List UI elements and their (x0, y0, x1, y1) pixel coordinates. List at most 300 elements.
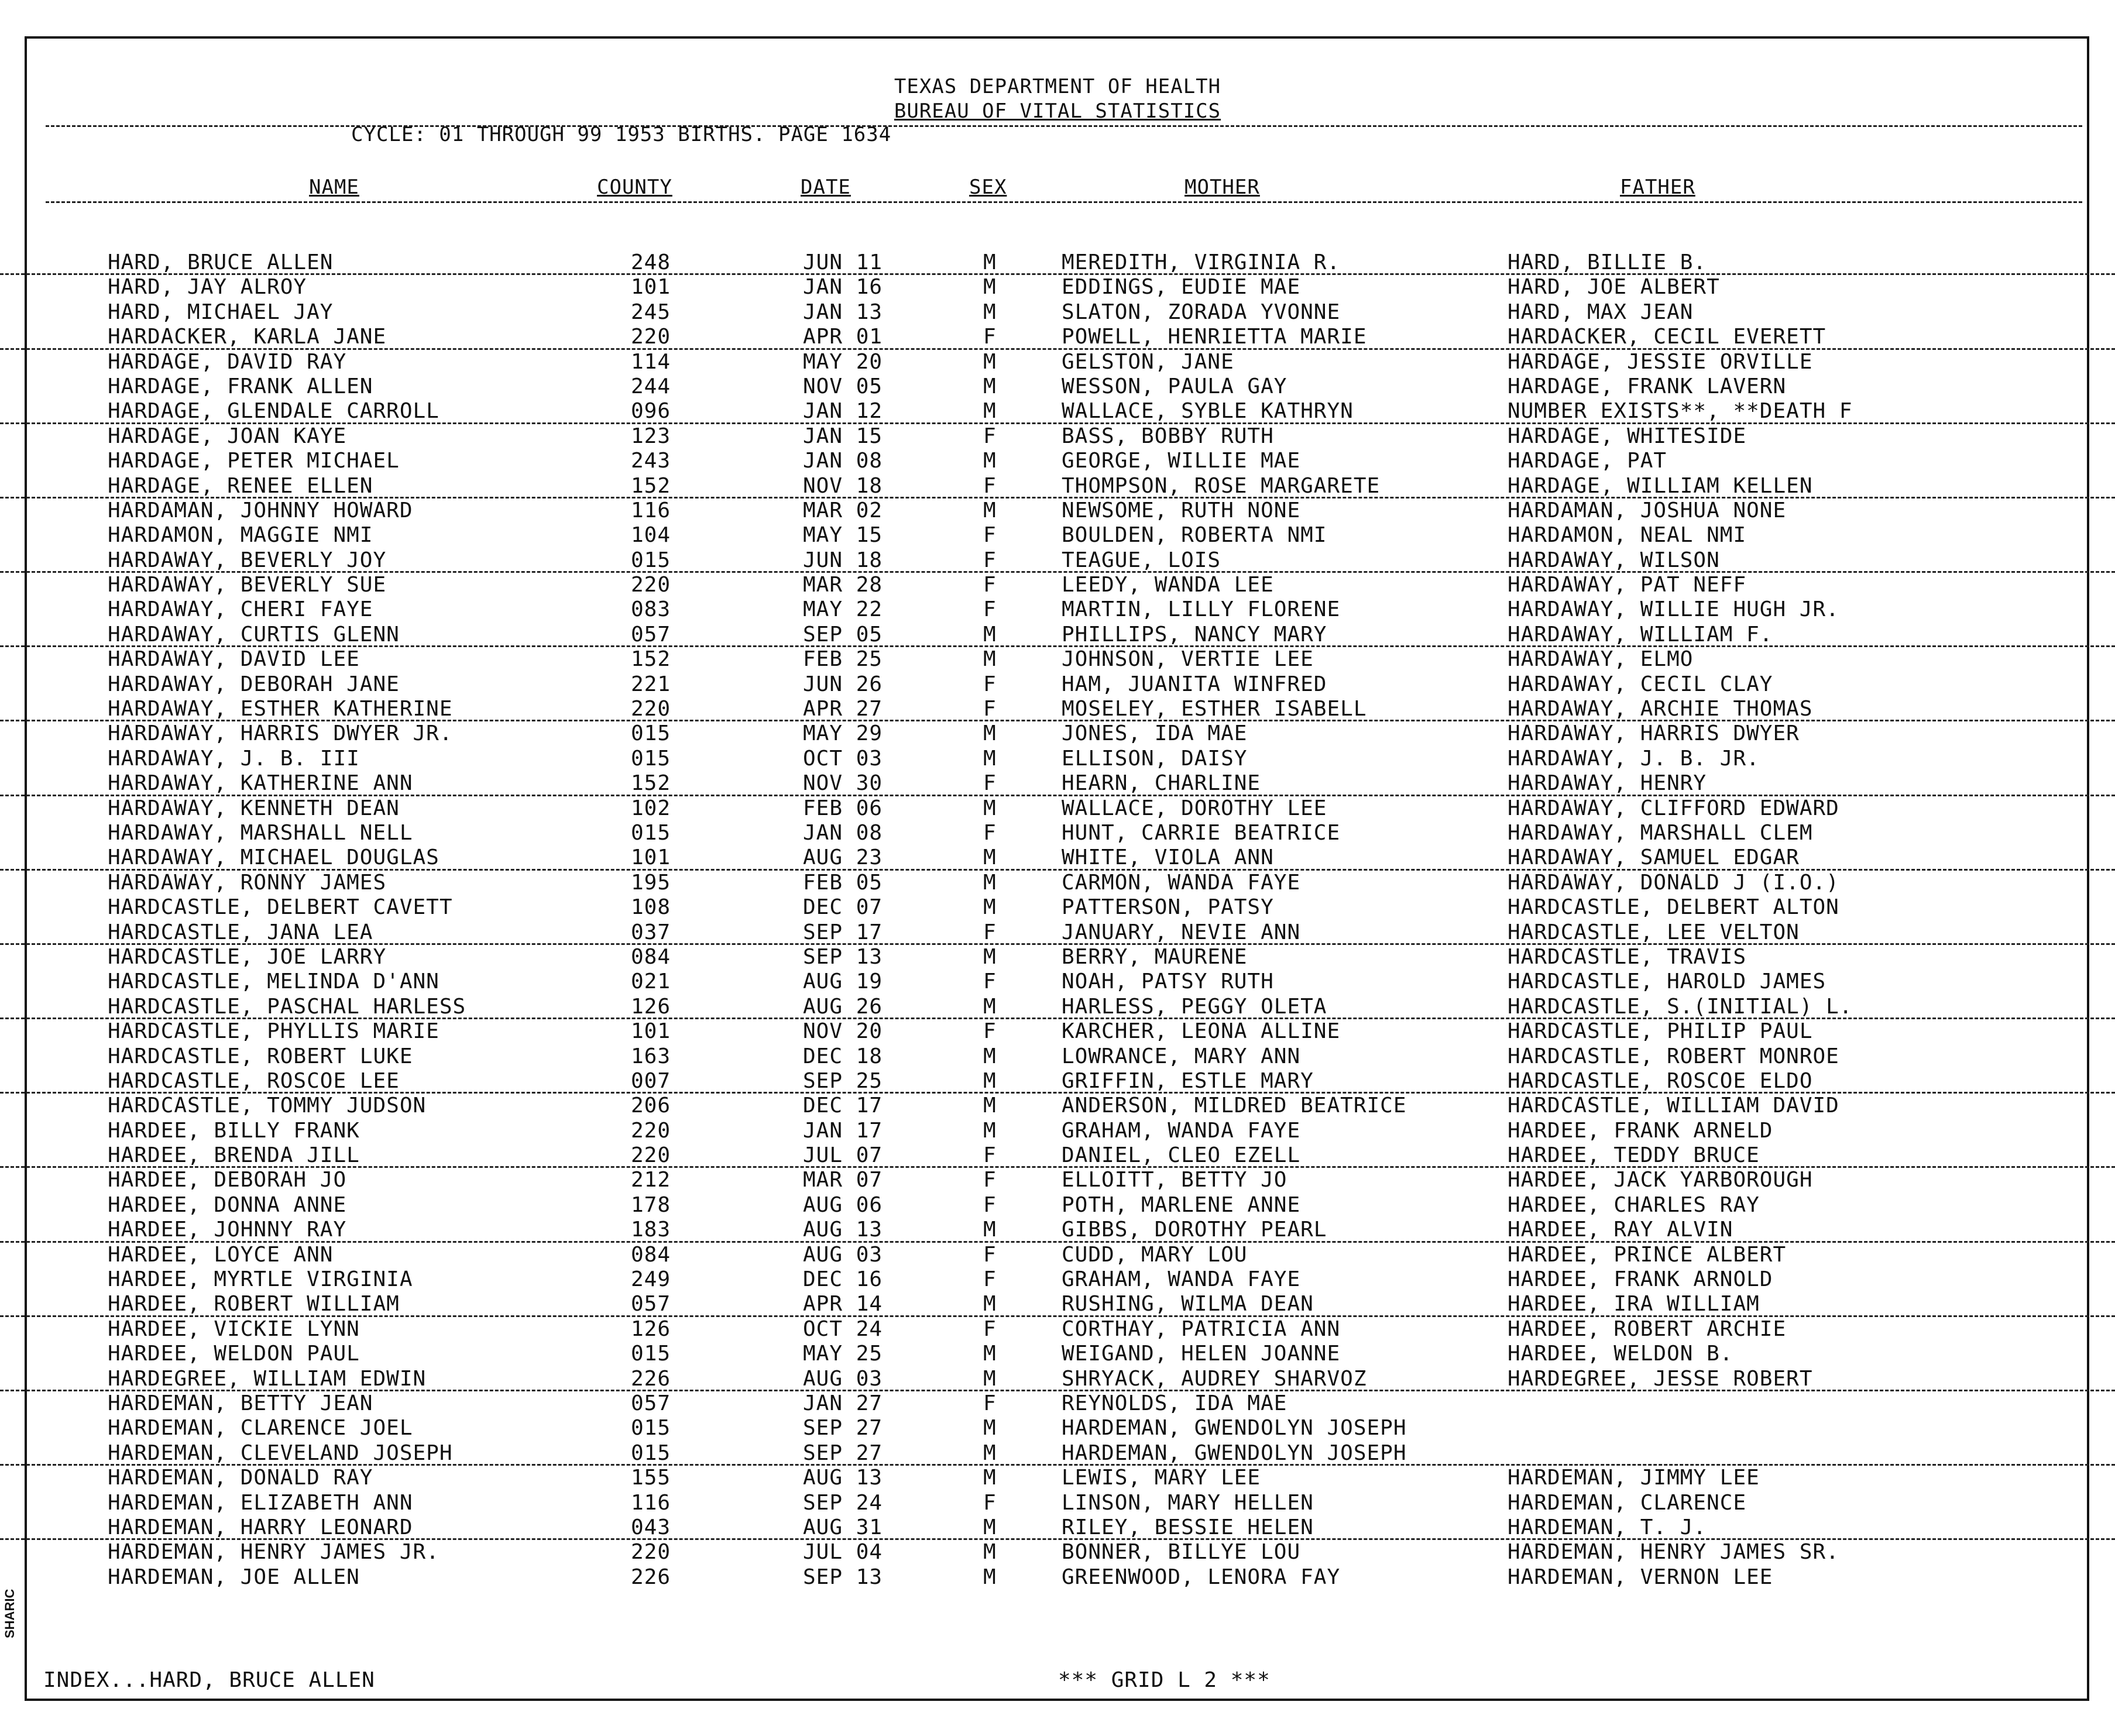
records-list (0, 250, 2115, 1590)
record-name: HARDAMON, MAGGIE NMI (108, 523, 373, 548)
record-sex: M (983, 1416, 997, 1441)
record-father: HARDAGE, FRANK LAVERN (1508, 374, 1787, 398)
record-mother: SHRYACK, AUDREY SHARVOZ (1062, 1366, 1367, 1391)
record-father: HARDACKER, CECIL EVERETT (1508, 325, 1826, 349)
record-sex: M (983, 622, 997, 647)
record-county: 220 (631, 697, 671, 721)
record-county: 249 (631, 1267, 671, 1292)
record-name: HARDEE, VICKIE LYNN (108, 1316, 360, 1341)
record-county: 084 (631, 1242, 671, 1267)
record-sex: M (983, 250, 997, 274)
record-name: HARDAWAY, CURTIS GLENN (108, 622, 400, 647)
record-date: MAY 15 (803, 523, 883, 548)
record-date: NOV 20 (803, 1019, 883, 1044)
record-name: HARDAWAY, BEVERLY SUE (108, 573, 387, 597)
record-mother: GIBBS, DOROTHY PEARL (1062, 1218, 1327, 1242)
record-name: HARDEE, LOYCE ANN (108, 1242, 334, 1267)
record-father: HARDAMAN, JOSHUA NONE (1508, 498, 1787, 522)
record-mother: DANIEL, CLEO EZELL (1062, 1143, 1301, 1168)
record-name: HARDEE, ROBERT WILLIAM (108, 1292, 400, 1316)
record-sex: M (983, 1540, 997, 1565)
record-father: HARDCASTLE, PHILIP PAUL (1508, 1019, 1813, 1044)
record-sex: M (983, 746, 997, 771)
record-row (0, 721, 2115, 746)
record-date: JUL 07 (803, 1143, 883, 1168)
record-county: 096 (631, 399, 671, 424)
record-mother: ELLISON, DAISY (1062, 746, 1248, 771)
record-name: HARDEMAN, DONALD RAY (108, 1466, 373, 1490)
record-father: HARDEE, ROBERT ARCHIE (1508, 1316, 1787, 1341)
column-header-county: COUNTY (597, 176, 672, 199)
record-sex: M (983, 1094, 997, 1118)
record-father: HARDAMON, NEAL NMI (1508, 523, 1747, 548)
side-label: SHARIC (2, 1589, 17, 1638)
record-mother: WESSON, PAULA GAY (1062, 374, 1287, 398)
record-county: 126 (631, 994, 671, 1019)
record-row (0, 871, 2115, 895)
record-father: HARDEMAN, CLARENCE (1508, 1490, 1747, 1515)
record-row (0, 771, 2115, 796)
record-mother: LINSON, MARY HELLEN (1062, 1490, 1314, 1515)
record-sex: F (983, 1490, 997, 1515)
record-name: HARDAWAY, MARSHALL NELL (108, 820, 413, 845)
record-date: JAN 08 (803, 449, 883, 473)
record-father: HARDAWAY, WILLIAM F. (1508, 622, 1773, 647)
record-sex: F (983, 523, 997, 548)
record-name: HARDEE, WELDON PAUL (108, 1342, 360, 1366)
record-row (0, 747, 2115, 771)
record-county: 104 (631, 523, 671, 548)
record-mother: GRAHAM, WANDA FAYE (1062, 1267, 1301, 1292)
record-mother: EDDINGS, EUDIE MAE (1062, 275, 1301, 300)
record-date: DEC 17 (803, 1094, 883, 1118)
record-county: 015 (631, 1441, 671, 1465)
record-father: HARDAWAY, HARRIS DWYER (1508, 721, 1800, 746)
record-date: SEP 05 (803, 622, 883, 647)
record-father: HARDEE, FRANK ARNELD (1508, 1118, 1773, 1143)
grid-footer: *** GRID L 2 *** (1058, 1668, 1271, 1692)
record-row (0, 1069, 2115, 1094)
record-mother: GELSTON, JANE (1062, 349, 1234, 374)
record-date: AUG 26 (803, 994, 883, 1019)
record-father: HARDEMAN, VERNON LEE (1508, 1565, 1773, 1589)
record-sex: M (983, 796, 997, 820)
record-father: HARDCASTLE, ROBERT MONROE (1508, 1044, 1839, 1068)
record-county: 043 (631, 1515, 671, 1539)
record-row (0, 1342, 2115, 1366)
record-date: SEP 13 (803, 1565, 883, 1589)
record-row (0, 573, 2115, 597)
record-mother: RILEY, BESSIE HELEN (1062, 1515, 1314, 1539)
column-header-date: DATE (801, 176, 851, 199)
bureau-title: BUREAU OF VITAL STATISTICS (894, 99, 1221, 123)
record-county: 220 (631, 1540, 671, 1565)
record-row (0, 1218, 2115, 1242)
record-name: HARDAWAY, KATHERINE ANN (108, 771, 413, 796)
record-father: HARDAWAY, J. B. JR. (1508, 746, 1760, 771)
record-sex: F (983, 1192, 997, 1217)
record-mother: BONNER, BILLYE LOU (1062, 1540, 1301, 1565)
record-county: 183 (631, 1218, 671, 1242)
record-county: 220 (631, 325, 671, 349)
record-row (0, 845, 2115, 870)
record-sex: F (983, 1143, 997, 1168)
record-county: 116 (631, 1490, 671, 1515)
record-name: HARD, BRUCE ALLEN (108, 250, 334, 274)
record-date: JAN 08 (803, 820, 883, 845)
record-county: 163 (631, 1044, 671, 1068)
record-row (0, 424, 2115, 449)
column-header-divider (46, 201, 2082, 203)
record-name: HARDAGE, GLENDALE CARROLL (108, 399, 440, 424)
record-county: 114 (631, 349, 671, 374)
record-date: DEC 07 (803, 895, 883, 920)
record-date: JAN 16 (803, 275, 883, 300)
record-county: 084 (631, 944, 671, 969)
record-date: JUN 11 (803, 250, 883, 274)
record-sex: F (983, 920, 997, 944)
record-date: SEP 27 (803, 1416, 883, 1441)
record-date: JAN 27 (803, 1391, 883, 1415)
record-name: HARDCASTLE, ROSCOE LEE (108, 1068, 400, 1093)
record-county: 220 (631, 573, 671, 597)
record-name: HARDEE, DEBORAH JO (108, 1168, 347, 1192)
record-name: HARDEE, JOHNNY RAY (108, 1218, 347, 1242)
record-name: HARDAWAY, DAVID LEE (108, 647, 360, 672)
record-date: MAY 29 (803, 721, 883, 746)
record-sex: M (983, 1118, 997, 1143)
record-sex: F (983, 771, 997, 796)
record-name: HARDEMAN, ELIZABETH ANN (108, 1490, 413, 1515)
record-row (0, 523, 2115, 548)
record-date: MAR 02 (803, 498, 883, 522)
record-date: AUG 13 (803, 1218, 883, 1242)
record-mother: HARLESS, PEGGY OLETA (1062, 994, 1327, 1019)
record-date: NOV 18 (803, 473, 883, 498)
record-sex: M (983, 721, 997, 746)
record-sex: M (983, 845, 997, 870)
record-father: HARDEE, TEDDY BRUCE (1508, 1143, 1760, 1168)
record-name: HARDEE, BRENDA JILL (108, 1143, 360, 1168)
record-date: NOV 30 (803, 771, 883, 796)
record-father: HARDEMAN, HENRY JAMES SR. (1508, 1540, 1839, 1565)
record-father: HARDEE, JACK YARBOROUGH (1508, 1168, 1813, 1192)
record-sex: M (983, 647, 997, 672)
record-sex: M (983, 399, 997, 424)
record-mother: BOULDEN, ROBERTA NMI (1062, 523, 1327, 548)
record-name: HARDEMAN, BETTY JEAN (108, 1391, 373, 1415)
record-mother: CUDD, MARY LOU (1062, 1242, 1248, 1267)
record-county: 220 (631, 1118, 671, 1143)
record-county: 152 (631, 647, 671, 672)
record-name: HARDAGE, FRANK ALLEN (108, 374, 373, 398)
record-sex: F (983, 1168, 997, 1192)
record-mother: WALLACE, DOROTHY LEE (1062, 796, 1327, 820)
record-father: HARDCASTLE, WILLIAM DAVID (1508, 1094, 1839, 1118)
record-father: HARDAWAY, HENRY (1508, 771, 1707, 796)
record-row (0, 1019, 2115, 1044)
record-mother: NOAH, PATSY RUTH (1062, 970, 1274, 994)
record-sex: F (983, 325, 997, 349)
record-father: HARDEE, FRANK ARNOLD (1508, 1267, 1773, 1292)
record-date: MAR 07 (803, 1168, 883, 1192)
record-name: HARDAWAY, HARRIS DWYER JR. (108, 721, 453, 746)
record-row (0, 920, 2115, 945)
record-sex: M (983, 944, 997, 969)
record-mother: ANDERSON, MILDRED BEATRICE (1062, 1094, 1407, 1118)
record-name: HARDEGREE, WILLIAM EDWIN (108, 1366, 427, 1391)
record-sex: M (983, 1515, 997, 1539)
record-name: HARDCASTLE, JOE LARRY (108, 944, 387, 969)
record-date: JAN 12 (803, 399, 883, 424)
record-sex: M (983, 449, 997, 473)
record-sex: M (983, 275, 997, 300)
record-name: HARDAMAN, JOHNNY HOWARD (108, 498, 413, 522)
record-father: HARDCASTLE, LEE VELTON (1508, 920, 1800, 944)
record-row (0, 449, 2115, 473)
record-father: HARD, JOE ALBERT (1508, 275, 1720, 300)
record-county: 015 (631, 548, 671, 572)
record-county: 152 (631, 771, 671, 796)
record-father: HARDAWAY, CLIFFORD EDWARD (1508, 796, 1839, 820)
record-county: 101 (631, 275, 671, 300)
record-county: 244 (631, 374, 671, 398)
record-date: FEB 05 (803, 870, 883, 895)
record-father: HARDEE, WELDON B. (1508, 1342, 1733, 1366)
record-sex: M (983, 994, 997, 1019)
record-date: JUN 18 (803, 548, 883, 572)
record-sex: F (983, 1242, 997, 1267)
record-name: HARDEE, BILLY FRANK (108, 1118, 360, 1143)
record-father: HARDAGE, WHITESIDE (1508, 424, 1747, 448)
record-name: HARDAWAY, J. B. III (108, 746, 360, 771)
record-date: MAY 25 (803, 1342, 883, 1366)
record-sex: F (983, 1316, 997, 1341)
record-date: APR 14 (803, 1292, 883, 1316)
record-date: JUL 04 (803, 1540, 883, 1565)
record-county: 083 (631, 597, 671, 622)
record-father: HARDCASTLE, DELBERT ALTON (1508, 895, 1839, 920)
record-row (0, 1565, 2115, 1590)
record-row (0, 474, 2115, 499)
record-father: HARDCASTLE, S.(INITIAL) L. (1508, 994, 1853, 1019)
record-sex: M (983, 374, 997, 398)
record-mother: HEARN, CHARLINE (1062, 771, 1261, 796)
record-county: 221 (631, 672, 671, 696)
record-sex: F (983, 573, 997, 597)
record-date: JAN 13 (803, 300, 883, 324)
record-date: SEP 13 (803, 944, 883, 969)
record-row (0, 1391, 2115, 1416)
record-name: HARDEMAN, HARRY LEONARD (108, 1515, 413, 1539)
record-mother: POWELL, HENRIETTA MARIE (1062, 325, 1367, 349)
record-name: HARDCASTLE, PASCHAL HARLESS (108, 994, 466, 1019)
record-sex: M (983, 349, 997, 374)
record-sex: F (983, 548, 997, 572)
record-row (0, 597, 2115, 622)
record-name: HARDEE, MYRTLE VIRGINIA (108, 1267, 413, 1292)
record-county: 248 (631, 250, 671, 274)
record-county: 015 (631, 1342, 671, 1366)
record-mother: HUNT, CARRIE BEATRICE (1062, 820, 1341, 845)
record-name: HARDEMAN, JOE ALLEN (108, 1565, 360, 1589)
record-father: HARDEMAN, JIMMY LEE (1508, 1466, 1760, 1490)
record-date: AUG 19 (803, 970, 883, 994)
record-name: HARDCASTLE, JANA LEA (108, 920, 373, 944)
record-date: AUG 23 (803, 845, 883, 870)
record-sex: F (983, 697, 997, 721)
record-row (0, 647, 2115, 672)
record-date: AUG 31 (803, 1515, 883, 1539)
record-date: MAY 22 (803, 597, 883, 622)
record-mother: JONES, IDA MAE (1062, 721, 1248, 746)
record-father: HARDCASTLE, HAROLD JAMES (1508, 970, 1826, 994)
record-sex: M (983, 1441, 997, 1465)
record-father: HARDAWAY, WILSON (1508, 548, 1720, 572)
record-county: 123 (631, 424, 671, 448)
record-name: HARDEMAN, HENRY JAMES JR. (108, 1540, 440, 1565)
record-county: 037 (631, 920, 671, 944)
record-mother: GEORGE, WILLIE MAE (1062, 449, 1301, 473)
record-sex: M (983, 870, 997, 895)
record-county: 057 (631, 1391, 671, 1415)
record-mother: LEEDY, WANDA LEE (1062, 573, 1274, 597)
record-father: HARDAWAY, WILLIE HUGH JR. (1508, 597, 1839, 622)
record-sex: F (983, 970, 997, 994)
record-mother: PATTERSON, PATSY (1062, 895, 1274, 920)
record-mother: WEIGAND, HELEN JOANNE (1062, 1342, 1341, 1366)
record-name: HARDAGE, PETER MICHAEL (108, 449, 400, 473)
column-header-sex: SEX (969, 176, 1007, 199)
record-mother: WALLACE, SYBLE KATHRYN (1062, 399, 1354, 424)
record-mother: TEAGUE, LOIS (1062, 548, 1221, 572)
record-mother: CARMON, WANDA FAYE (1062, 870, 1301, 895)
record-county: 245 (631, 300, 671, 324)
record-row (0, 970, 2115, 994)
record-row (0, 821, 2115, 845)
record-date: AUG 13 (803, 1466, 883, 1490)
record-mother: WHITE, VIOLA ANN (1062, 845, 1274, 870)
record-name: HARDAWAY, MICHAEL DOUGLAS (108, 845, 440, 870)
record-row (0, 250, 2115, 275)
record-row (0, 1292, 2115, 1316)
record-date: AUG 06 (803, 1192, 883, 1217)
record-name: HARDEMAN, CLEVELAND JOSEPH (108, 1441, 453, 1465)
record-mother: GRAHAM, WANDA FAYE (1062, 1118, 1301, 1143)
record-name: HARDAGE, RENEE ELLEN (108, 473, 373, 498)
record-county: 057 (631, 622, 671, 647)
record-father: HARDEGREE, JESSE ROBERT (1508, 1366, 1813, 1391)
record-name: HARDAWAY, ESTHER KATHERINE (108, 697, 453, 721)
record-row (0, 1094, 2115, 1118)
record-father: HARDAWAY, MARSHALL CLEM (1508, 820, 1813, 845)
record-father: HARDAWAY, ELMO (1508, 647, 1694, 672)
record-county: 195 (631, 870, 671, 895)
column-header-name: NAME (309, 176, 359, 199)
record-county: 015 (631, 721, 671, 746)
record-row (0, 548, 2115, 573)
record-mother: HARDEMAN, GWENDOLYN JOSEPH (1062, 1441, 1407, 1465)
record-sex: F (983, 672, 997, 696)
record-sex: M (983, 498, 997, 522)
record-name: HARDCASTLE, MELINDA D'ANN (108, 970, 440, 994)
record-mother: GREENWOOD, LENORA FAY (1062, 1565, 1341, 1589)
record-county: 178 (631, 1192, 671, 1217)
record-date: OCT 03 (803, 746, 883, 771)
record-name: HARDCASTLE, ROBERT LUKE (108, 1044, 413, 1068)
record-sex: M (983, 895, 997, 920)
record-mother: POTH, MARLENE ANNE (1062, 1192, 1301, 1217)
record-father: HARDEE, IRA WILLIAM (1508, 1292, 1760, 1316)
record-name: HARDACKER, KARLA JANE (108, 325, 387, 349)
record-row (0, 399, 2115, 424)
record-mother: THOMPSON, ROSE MARGARETE (1062, 473, 1381, 498)
record-county: 015 (631, 820, 671, 845)
record-name: HARDCASTLE, TOMMY JUDSON (108, 1094, 427, 1118)
record-county: 101 (631, 1019, 671, 1044)
record-date: APR 01 (803, 325, 883, 349)
record-name: HARDAWAY, BEVERLY JOY (108, 548, 387, 572)
record-father: HARDEE, PRINCE ALBERT (1508, 1242, 1787, 1267)
record-mother: MOSELEY, ESTHER ISABELL (1062, 697, 1367, 721)
record-row (0, 1441, 2115, 1466)
record-sex: F (983, 597, 997, 622)
record-sex: M (983, 1218, 997, 1242)
record-county: 155 (631, 1466, 671, 1490)
record-name: HARDAWAY, RONNY JAMES (108, 870, 387, 895)
record-sex: F (983, 1019, 997, 1044)
record-county: 152 (631, 473, 671, 498)
record-date: APR 27 (803, 697, 883, 721)
record-county: 243 (631, 449, 671, 473)
record-father: HARDEE, CHARLES RAY (1508, 1192, 1760, 1217)
record-name: HARDEE, DONNA ANNE (108, 1192, 347, 1217)
record-date: AUG 03 (803, 1242, 883, 1267)
record-father: HARDAWAY, CECIL CLAY (1508, 672, 1773, 696)
record-row (0, 300, 2115, 325)
record-father: HARDAWAY, PAT NEFF (1508, 573, 1747, 597)
record-name: HARD, MICHAEL JAY (108, 300, 334, 324)
record-date: NOV 05 (803, 374, 883, 398)
record-row (0, 499, 2115, 523)
record-mother: REYNOLDS, IDA MAE (1062, 1391, 1287, 1415)
record-row (0, 623, 2115, 647)
record-date: JUN 26 (803, 672, 883, 696)
record-father: HARD, BILLIE B. (1508, 250, 1707, 274)
record-father: HARDEMAN, T. J. (1508, 1515, 1707, 1539)
record-mother: PHILLIPS, NANCY MARY (1062, 622, 1327, 647)
record-row (0, 1416, 2115, 1441)
record-mother: RUSHING, WILMA DEAN (1062, 1292, 1314, 1316)
record-date: SEP 24 (803, 1490, 883, 1515)
record-sex: M (983, 1044, 997, 1068)
column-header-mother: MOTHER (1184, 176, 1260, 199)
record-mother: BERRY, MAURENE (1062, 944, 1248, 969)
record-county: 007 (631, 1068, 671, 1093)
record-row (0, 895, 2115, 920)
record-mother: BASS, BOBBY RUTH (1062, 424, 1274, 448)
record-date: FEB 25 (803, 647, 883, 672)
record-sex: F (983, 1267, 997, 1292)
record-row (0, 374, 2115, 399)
record-county: 015 (631, 1416, 671, 1441)
record-father: HARDCASTLE, ROSCOE ELDO (1508, 1068, 1813, 1093)
record-row (0, 1317, 2115, 1342)
agency-title: TEXAS DEPARTMENT OF HEALTH (894, 75, 1221, 98)
record-mother: CORTHAY, PATRICIA ANN (1062, 1316, 1341, 1341)
record-mother: ELLOITT, BETTY JO (1062, 1168, 1287, 1192)
record-mother: NEWSOME, RUTH NONE (1062, 498, 1301, 522)
